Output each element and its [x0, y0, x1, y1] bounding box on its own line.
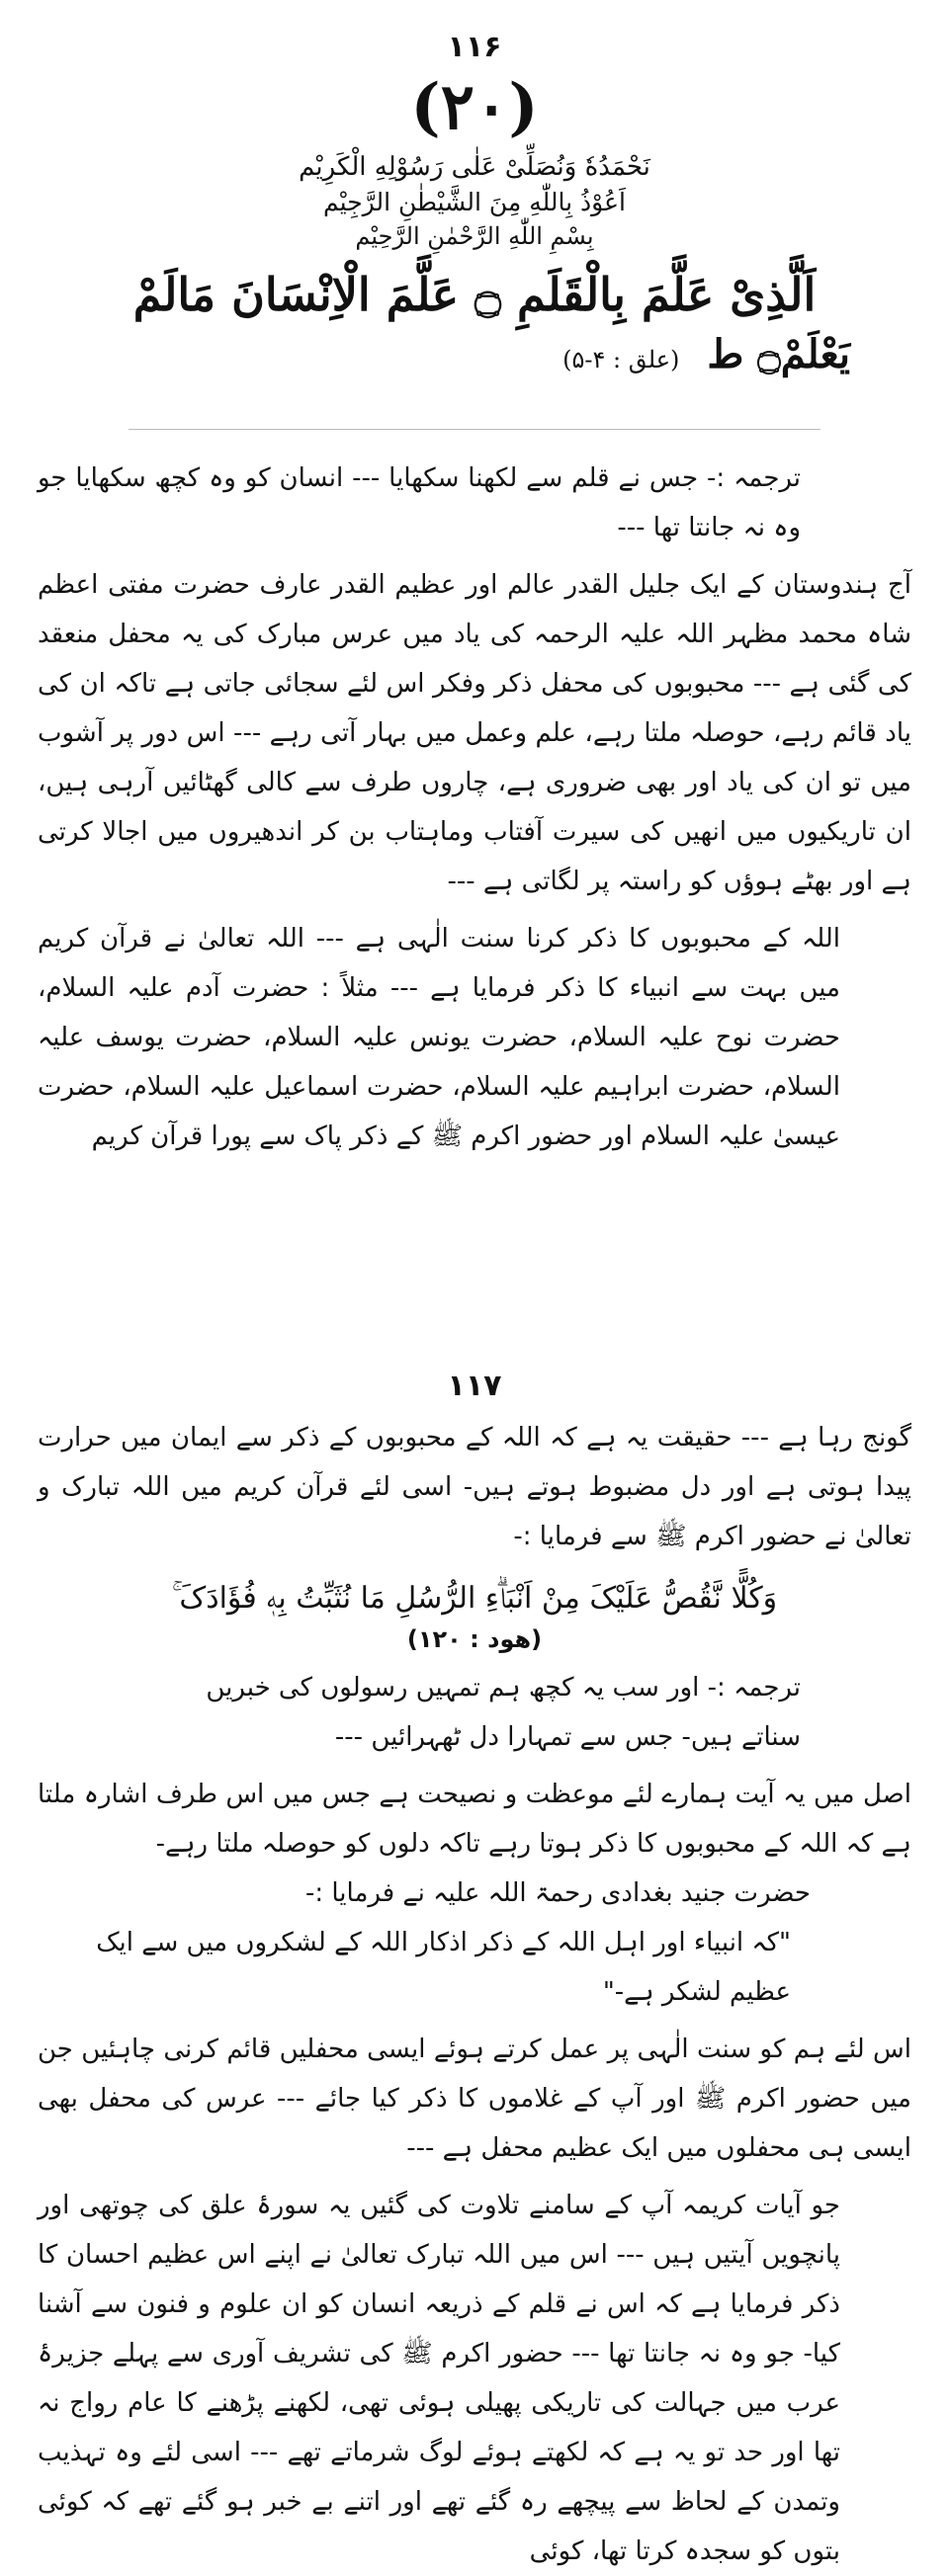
- paragraph: اللہ کے محبوبوں کا ذکر کرنا سنت الٰہی ہے --- اللہ تعالیٰ نے قرآن کریم میں بہت سے انبیاء کا ذکر فرمایا ہے --- مثلاً : حضرت آدم علیہ السلام، حضرت نوح علیہ السلام، حضرت یونس علیہ السلام، حضرت یوسف علیہ السلام، حضرت ابراہیم علیہ السلام، حضرت اسماعیل علیہ السلام، حضرت عیسیٰ علیہ السلام اور حضور اکرم ﷺ کے ذکر پاک سے پورا قرآن کریم: [38, 924, 840, 1151]
- quote-intro: حضرت جنید بغدادی رحمۃ اللہ علیہ نے فرمایا :-: [304, 1878, 811, 1908]
- paragraph: اس لئے ہم کو سنت الٰہی پر عمل کرتے ہوئے ایسی محفلیں قائم کرنی چاہئیں جن میں حضور اکرم ﷺ اور آپ کے غلاموں کا ذکر کیا جائے --- عرس کی محفل بھی ایسی ہی محفلوں میں ایک عظیم محفل ہے ---: [38, 2035, 911, 2163]
- quran-ayah: اَلَّذِیْ عَلَّمَ بِالْقَلَمِ ۝ عَلَّمَ الْاِنْسَانَ مَالَمْ: [132, 268, 817, 321]
- arabic-praise: نَحْمَدُهٗ وَنُصَلِّیْ عَلٰی رَسُوْلِهِ الْکَرِیْم: [299, 152, 650, 182]
- quote: "کہ انبیاء اور اہل اللہ کے ذکر اذکار اللہ کے لشکروں میں سے ایک عظیم لشکر ہے-": [96, 1928, 791, 2007]
- quran-ayah-continued: [0, 325, 949, 389]
- ayah-text: یَعْلَمْ۝ ط: [707, 331, 850, 377]
- quran-ayah: وَکُلًّا نَّقُصُّ عَلَیْکَ مِنْ اَنْبَاۗءِ الرُّسُلِ مَا نُثَبِّتُ بِهٖ فُؤَادَکَ ۚ: [171, 1581, 778, 1616]
- paragraph: اصل میں یہ آیت ہمارے لئے موعظت و نصیحت ہے جس میں اس طرف اشارہ ملتا ہے کہ اللہ کے محبوبوں کا ذکر ہوتا رہے تاکہ دلوں کو حوصلہ ملتا رہے-: [38, 1780, 911, 1859]
- page-number: ۱۱۷: [447, 1369, 502, 1403]
- divider: [129, 429, 820, 430]
- page-117: [0, 1349, 949, 2566]
- ayah-reference: (ھود : ۱۲۰): [406, 1625, 543, 1653]
- paragraph: آج ہندوستان کے ایک جلیل القدر عالم اور عظیم القدر عارف حضرت مفتی اعظم شاہ محمد مظہر اللہ علیہ الرحمہ کی یاد میں عرس مبارک کی یہ محفل منعقد کی گئی ہے --- محبوبوں کی محفل ذکر وفکر اس لئے سجائی جاتی ہے تاکہ ان کی یاد قائم رہے، حوصلہ ملتا رہے، علم وعمل میں بہار آتی رہے --- اس دور پر آشوب میں تو ان کی یاد اور بھی ضروری ہے، چاروں طرف سے کالی گھٹائیں آرہی ہیں، ان تاریکیوں میں انھیں کی سیرت آفتاب وماہتاب بن کر اندھیروں میں اجالا کرتی ہے اور بھٹے ہوؤں کو راستہ پر لگاتی ہے ---: [38, 570, 911, 896]
- paragraph: جو آیات کریمہ آپ کے سامنے تلاوت کی گئیں یہ سورۂ علق کی چوتھی اور پانچویں آیتیں ہیں --- اس میں اللہ تبارک تعالیٰ نے اپنے اس عظیم احسان کا ذکر فرمایا ہے کہ اس نے قلم کے ذریعہ انسان کو ان علوم و فنون سے آشنا کیا- جو وہ نہ جانتا تھا --- حضور اکرم ﷺ کی تشریف آوری سے پہلے جزیرۂ عرب میں جہالت کی تاریکی پھیلی ہوئی تھی، لکھنے پڑھنے کا عام رواج نہ تھا اور حد تو یہ ہے کہ لکھتے ہوئے لوگ شرماتے تھے --- اسی لئے وہ تہذیب وتمدن کے لحاظ سے پیچھے رہ گئے تھے اور اتنے بے خبر ہو گئے تھے کہ کوئی بتوں کو سجدہ کرتا تھا، کوئی: [38, 2191, 840, 2566]
- arabic-bismillah: بِسْمِ اللّٰهِ الرَّحْمٰنِ الرَّحِیْم: [355, 222, 594, 250]
- translation: ترجمہ :- جس نے قلم سے لکھنا سکھایا --- انسان کو وہ کچھ سکھایا جو وہ نہ جانتا تھا ---: [38, 463, 801, 542]
- chapter-number: (۲۰): [410, 70, 539, 144]
- paragraph: گونج رہا ہے --- حقیقت یہ ہے کہ اللہ کے محبوبوں کے ذکر سے ایمان میں حرارت پیدا ہوتی ہے اور دل مضبوط ہوتے ہیں- اسی لئے قرآن کریم میں اللہ تبارک و تعالیٰ نے حضور اکرم ﷺ سے فرمایا :-: [38, 1423, 911, 1551]
- arabic-taawwuz: اَعُوْذُ بِاللّٰهِ مِنَ الشَّیْطٰنِ الرَّجِیْم: [323, 188, 626, 216]
- translation: ترجمہ :- اور سب یہ کچھ ہم تمہیں رسولوں کی خبریں سناتے ہیں- جس سے تمہارا دل ٹھہرائیں ---: [206, 1673, 801, 1752]
- ayah-reference: (علق : ۴-۵): [562, 346, 680, 374]
- page-number: ۱۱۶: [447, 30, 502, 64]
